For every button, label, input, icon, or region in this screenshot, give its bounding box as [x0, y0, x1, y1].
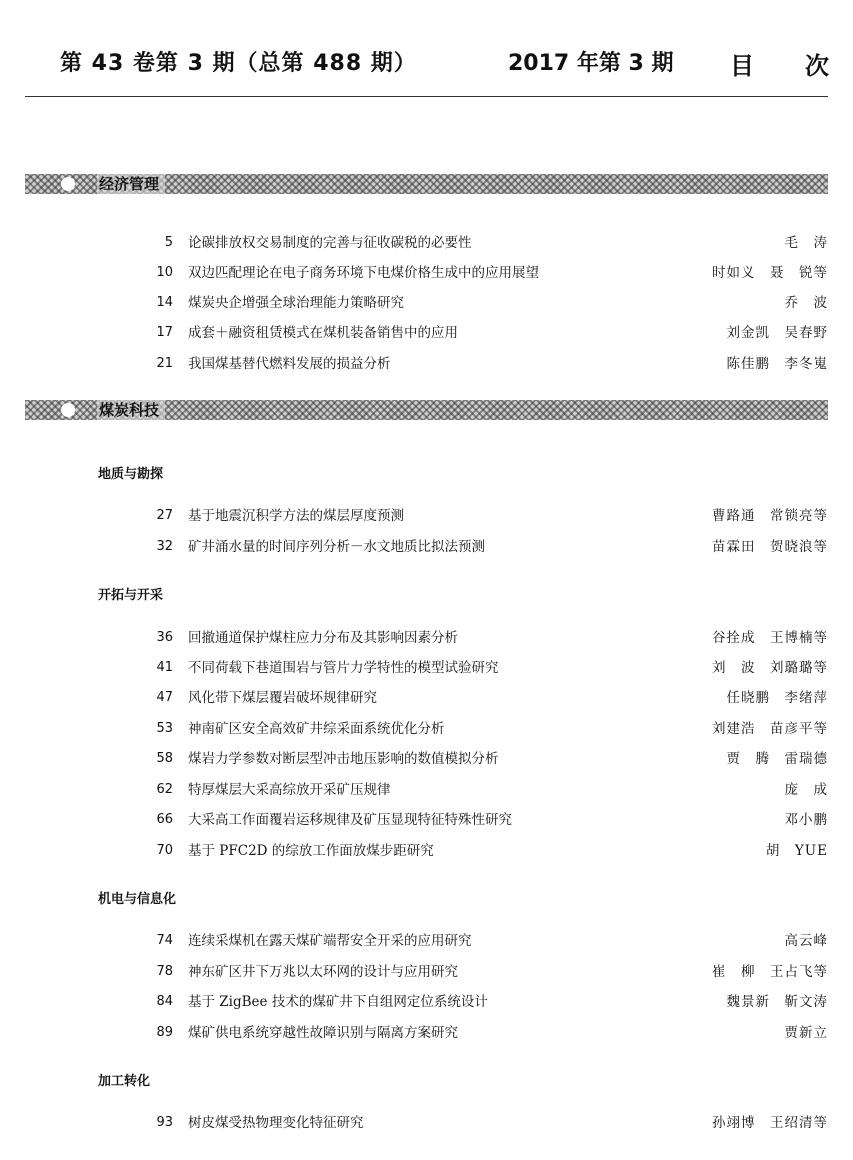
- section-band-coal-tech: [25, 400, 828, 420]
- toc-entry[interactable]: [0, 536, 853, 558]
- toc-entry[interactable]: [0, 748, 853, 770]
- entry-authors: 高云峰: [784, 933, 828, 949]
- entry-title: 大采高工作面覆岩运移规律及矿压显现特征特殊性研究: [188, 812, 512, 828]
- entry-title: 神南矿区安全高效矿井综采面系统优化分析: [188, 721, 445, 737]
- entry-title: 煤岩力学参数对断层型冲击地压影响的数值模拟分析: [188, 751, 499, 767]
- entry-page: 21: [156, 356, 173, 371]
- entry-authors: 崔 柳 王占飞等: [712, 964, 828, 980]
- entry-title: 矿井涌水量的时间序列分析－水文地质比拟法预测: [188, 539, 485, 555]
- toc-entry[interactable]: [0, 353, 853, 375]
- toc-entry[interactable]: [0, 322, 853, 344]
- bullet-icon: [61, 403, 75, 417]
- toc-entry[interactable]: [0, 779, 853, 801]
- entry-title: 基于地震沉积学方法的煤层厚度预测: [188, 508, 404, 524]
- entry-authors: 乔 波: [784, 295, 828, 311]
- entry-page: 58: [156, 751, 173, 766]
- entry-page: 78: [156, 964, 173, 979]
- entry-authors: 刘金凯 吴春野: [726, 325, 828, 341]
- entry-authors: 庞 成: [784, 782, 828, 798]
- subsection-title: 加工转化: [98, 1074, 151, 1089]
- toc-entry[interactable]: [0, 718, 853, 740]
- entry-page: 41: [156, 660, 173, 675]
- header-divider: [25, 96, 828, 97]
- entry-authors: 苗霖田 贺晓浪等: [712, 539, 828, 555]
- toc-entry[interactable]: [0, 1022, 853, 1044]
- page-header: [25, 40, 828, 80]
- entry-authors: 陈佳鹏 李冬嵬: [726, 356, 828, 372]
- entry-page: 17: [156, 325, 173, 340]
- entry-title: 成套＋融资租赁模式在煤机装备销售中的应用: [188, 325, 458, 341]
- entry-page: 32: [156, 539, 173, 554]
- toc-entry[interactable]: [0, 627, 853, 649]
- entry-page: 62: [156, 782, 173, 797]
- volume-label: 第 43 卷第 3 期（总第 488 期）: [60, 51, 417, 76]
- entry-title: 连续采煤机在露天煤矿端帮安全开采的应用研究: [188, 933, 472, 949]
- entry-page: 36: [156, 630, 173, 645]
- entry-title: 基于 ZigBee 技术的煤矿井下自组网定位系统设计: [188, 994, 488, 1010]
- entry-page: 10: [156, 265, 173, 280]
- entry-page: 14: [156, 295, 173, 310]
- entry-title: 不同荷载下巷道围岩与管片力学特性的模型试验研究: [188, 660, 499, 676]
- entry-title: 回撤通道保护煤柱应力分布及其影响因素分析: [188, 630, 458, 646]
- entry-authors: 毛 涛: [784, 235, 828, 251]
- entry-page: 89: [156, 1025, 173, 1040]
- toc-entry[interactable]: [0, 657, 853, 679]
- toc-entry[interactable]: [0, 1112, 853, 1134]
- entry-page: 84: [156, 994, 173, 1009]
- toc-entry[interactable]: [0, 809, 853, 831]
- entry-title: 双边匹配理论在电子商务环境下电煤价格生成中的应用展望: [188, 265, 539, 281]
- entry-authors: 刘建浩 苗彦平等: [712, 721, 828, 737]
- subsection-title: 地质与勘探: [98, 467, 164, 482]
- toc-entry[interactable]: [0, 262, 853, 284]
- entry-title: 特厚煤层大采高综放开采矿压规律: [188, 782, 391, 798]
- entry-authors: 时如义 聂 锐等: [712, 265, 828, 281]
- bullet-icon: [61, 177, 75, 191]
- entry-authors: 谷拴成 王博楠等: [712, 630, 828, 646]
- contents-label-1: 目: [730, 52, 754, 80]
- entry-title: 基于 PFC2D 的综放工作面放煤步距研究: [188, 843, 434, 859]
- entry-title: 神东矿区井下万兆以太环网的设计与应用研究: [188, 964, 458, 980]
- entry-page: 47: [156, 690, 173, 705]
- contents-label-2: 次: [805, 52, 829, 80]
- entry-page: 5: [164, 235, 173, 250]
- section-band-economics: [25, 174, 828, 194]
- subsection-title: 机电与信息化: [98, 892, 177, 907]
- entry-authors: 孙翊博 王绍清等: [712, 1115, 828, 1131]
- entry-title: 风化带下煤层覆岩破坏规律研究: [188, 690, 377, 706]
- section-title: 经济管理: [97, 174, 165, 194]
- toc-entry[interactable]: [0, 687, 853, 709]
- entry-authors: 刘 波 刘璐璐等: [712, 660, 828, 676]
- entry-title: 煤矿供电系统穿越性故障识别与隔离方案研究: [188, 1025, 458, 1041]
- toc-entry[interactable]: [0, 505, 853, 527]
- toc-entry[interactable]: [0, 292, 853, 314]
- entry-title: 树皮煤受热物理变化特征研究: [188, 1115, 364, 1131]
- toc-entry[interactable]: [0, 961, 853, 983]
- entry-authors: 魏景新 靳文涛: [726, 994, 828, 1010]
- entry-authors: 任晓鹏 李绪萍: [726, 690, 828, 706]
- toc-entry[interactable]: [0, 232, 853, 254]
- entry-page: 93: [156, 1115, 173, 1130]
- entry-title: 我国煤基替代燃料发展的损益分析: [188, 356, 391, 372]
- entry-authors: 贾新立: [784, 1025, 828, 1041]
- subsection-title: 开拓与开采: [98, 588, 164, 603]
- toc-entry[interactable]: [0, 991, 853, 1013]
- entry-title: 论碳排放权交易制度的完善与征收碳税的必要性: [188, 235, 472, 251]
- section-title: 煤炭科技: [97, 400, 165, 420]
- toc-entry[interactable]: [0, 930, 853, 952]
- entry-authors: 胡 YUE: [765, 843, 828, 859]
- entry-authors: 曹路通 常锁亮等: [712, 508, 828, 524]
- entry-authors: 邓小鹏: [784, 812, 828, 828]
- entry-page: 70: [156, 843, 173, 858]
- entry-page: 66: [156, 812, 173, 827]
- entry-page: 74: [156, 933, 173, 948]
- entry-authors: 贾 腾 雷瑞德: [726, 751, 828, 767]
- entry-page: 27: [156, 508, 173, 523]
- issue-label: 2017 年第 3 期: [508, 51, 674, 76]
- entry-page: 53: [156, 721, 173, 736]
- entry-title: 煤炭央企增强全球治理能力策略研究: [188, 295, 404, 311]
- toc-entry[interactable]: [0, 840, 853, 862]
